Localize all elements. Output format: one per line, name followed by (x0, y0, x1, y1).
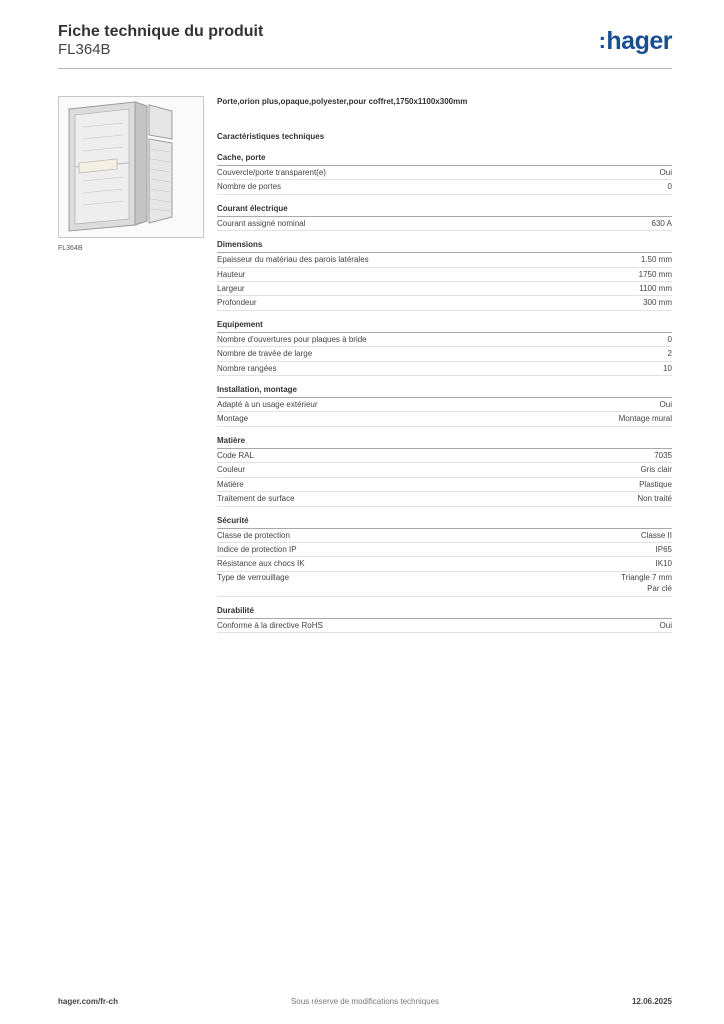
spec-row (217, 412, 672, 426)
footer-website-link[interactable]: hager.com/fr-ch (58, 997, 119, 1006)
spec-section (217, 606, 672, 633)
product-description: Porte,orion plus,opaque,polyester,pour coffret,1750x1100x300mm (217, 97, 468, 106)
spec-value-line: 2 (667, 349, 672, 359)
specification-sections (217, 153, 672, 633)
enclosure-door-illustration (59, 97, 203, 237)
spec-label: Adapté à un usage extérieur (217, 400, 318, 410)
product-details (217, 96, 672, 642)
spec-row (217, 398, 672, 412)
spec-row (217, 619, 672, 633)
spec-value (660, 166, 672, 179)
spec-section (217, 436, 672, 507)
technical-characteristics-heading: Caractéristiques techniques (217, 132, 325, 141)
spec-row (217, 347, 672, 361)
spec-row (217, 572, 672, 597)
spec-value-line: 0 (667, 182, 672, 192)
spec-value-line: 7035 (654, 450, 672, 460)
spec-label: Couleur (217, 465, 246, 475)
spec-value (641, 529, 672, 542)
spec-section-title: Durabilité (217, 606, 672, 619)
spec-row (217, 253, 672, 267)
spec-value (619, 412, 672, 425)
spec-section-title: Sécurité (217, 516, 672, 529)
spec-value-line: IK10 (655, 559, 672, 569)
footer-date: 12.06.2025 (631, 997, 672, 1006)
spec-row (217, 463, 672, 477)
spec-label: Type de verrouillage (217, 573, 290, 583)
spec-section (217, 204, 672, 231)
spec-section-title: Matière (217, 436, 672, 449)
spec-value (668, 333, 672, 346)
spec-row (217, 543, 672, 557)
spec-section-title: Cache, porte (217, 153, 672, 166)
product-code: FL364B (58, 41, 111, 58)
spec-label: Couvercle/porte transparent(e) (217, 168, 326, 177)
spec-row (217, 268, 672, 282)
spec-label: Nombre de travée de large (217, 349, 313, 359)
product-image (58, 96, 204, 238)
spec-value-line: Par clé (647, 583, 672, 593)
spec-value (660, 398, 672, 411)
document-header (58, 22, 263, 59)
spec-value (640, 463, 672, 476)
spec-value-line: Plastique (639, 479, 672, 489)
spec-row (217, 166, 672, 180)
spec-value-line: 1.50 mm (640, 255, 672, 265)
spec-section (217, 240, 672, 311)
spec-value-line: Oui (659, 620, 672, 630)
spec-label: Code RAL (217, 450, 254, 460)
spec-value-line: 10 (663, 363, 672, 373)
spec-label: Nombre rangées (217, 363, 277, 373)
spec-row (217, 557, 672, 571)
spec-label: Résistance aux chocs IK (217, 559, 305, 569)
spec-value (639, 268, 672, 281)
spec-value (663, 362, 672, 375)
hager-logo[interactable] (599, 28, 672, 55)
spec-value-line: 300 mm (643, 298, 672, 308)
spec-value (652, 217, 672, 230)
spec-value-line: IP65 (655, 544, 672, 554)
spec-value (641, 253, 672, 266)
spec-value (637, 492, 672, 505)
spec-value-line: 1750 mm (638, 269, 672, 279)
spec-label: Nombre de portes (217, 182, 282, 192)
spec-row (217, 492, 672, 506)
spec-value (668, 180, 672, 193)
spec-label: Epaisseur du matériau des parois latérales (217, 255, 369, 265)
spec-section-title: Equipement (217, 320, 672, 333)
page-title: Fiche technique du produit (58, 23, 264, 40)
spec-value-line: Oui (659, 168, 672, 177)
spec-label: Traitement de surface (217, 494, 295, 504)
spec-row (217, 296, 672, 310)
spec-label: Conforme à la directive RoHS (217, 620, 323, 630)
logo-colon-mark: : (598, 28, 606, 53)
spec-label: Matière (217, 479, 244, 489)
spec-value-line: 0 (667, 334, 672, 344)
spec-label: Montage (217, 414, 249, 424)
page-footer (58, 993, 672, 1007)
header-divider (58, 68, 672, 69)
spec-value (621, 573, 672, 594)
spec-section (217, 516, 672, 597)
spec-label: Courant assigné nominal (217, 218, 306, 228)
spec-value (660, 619, 672, 632)
spec-section-title: Installation, montage (217, 385, 672, 398)
spec-value-line: Triangle 7 mm (621, 573, 672, 583)
spec-value-line: Montage mural (618, 414, 672, 424)
spec-row (217, 282, 672, 296)
spec-row (217, 362, 672, 376)
spec-value-line: 630 A (651, 218, 672, 228)
spec-row (217, 217, 672, 231)
spec-value-line: Oui (659, 400, 672, 410)
spec-row (217, 449, 672, 463)
spec-value-line: Classe II (640, 530, 672, 540)
spec-label: Hauteur (217, 269, 246, 279)
spec-value (656, 557, 672, 570)
spec-row (217, 333, 672, 347)
spec-section-title: Dimensions (217, 240, 672, 253)
spec-row (217, 529, 672, 543)
spec-section (217, 153, 672, 195)
spec-section-title: Courant électrique (217, 204, 672, 217)
spec-section (217, 320, 672, 376)
spec-value (654, 449, 672, 462)
footer-disclaimer: Sous réserve de modifications techniques (290, 997, 440, 1006)
spec-row (217, 180, 672, 194)
spec-value (639, 478, 672, 491)
spec-label: Largeur (217, 284, 245, 294)
spec-label: Indice de protection IP (217, 544, 297, 554)
spec-value-line: Non traité (637, 494, 672, 504)
spec-value (668, 347, 672, 360)
spec-value-line: Gris clair (640, 465, 672, 475)
spec-value (643, 296, 672, 309)
logo-text: hager (606, 27, 672, 55)
image-caption: FL364B (58, 245, 83, 252)
spec-label: Classe de protection (217, 530, 290, 540)
spec-label: Profondeur (217, 298, 257, 308)
spec-value (639, 282, 672, 295)
spec-label: Nombre d'ouvertures pour plaques à bride (217, 334, 367, 344)
spec-row (217, 478, 672, 492)
spec-value-line: 1100 mm (639, 284, 672, 294)
spec-section (217, 385, 672, 427)
spec-value (656, 543, 672, 556)
